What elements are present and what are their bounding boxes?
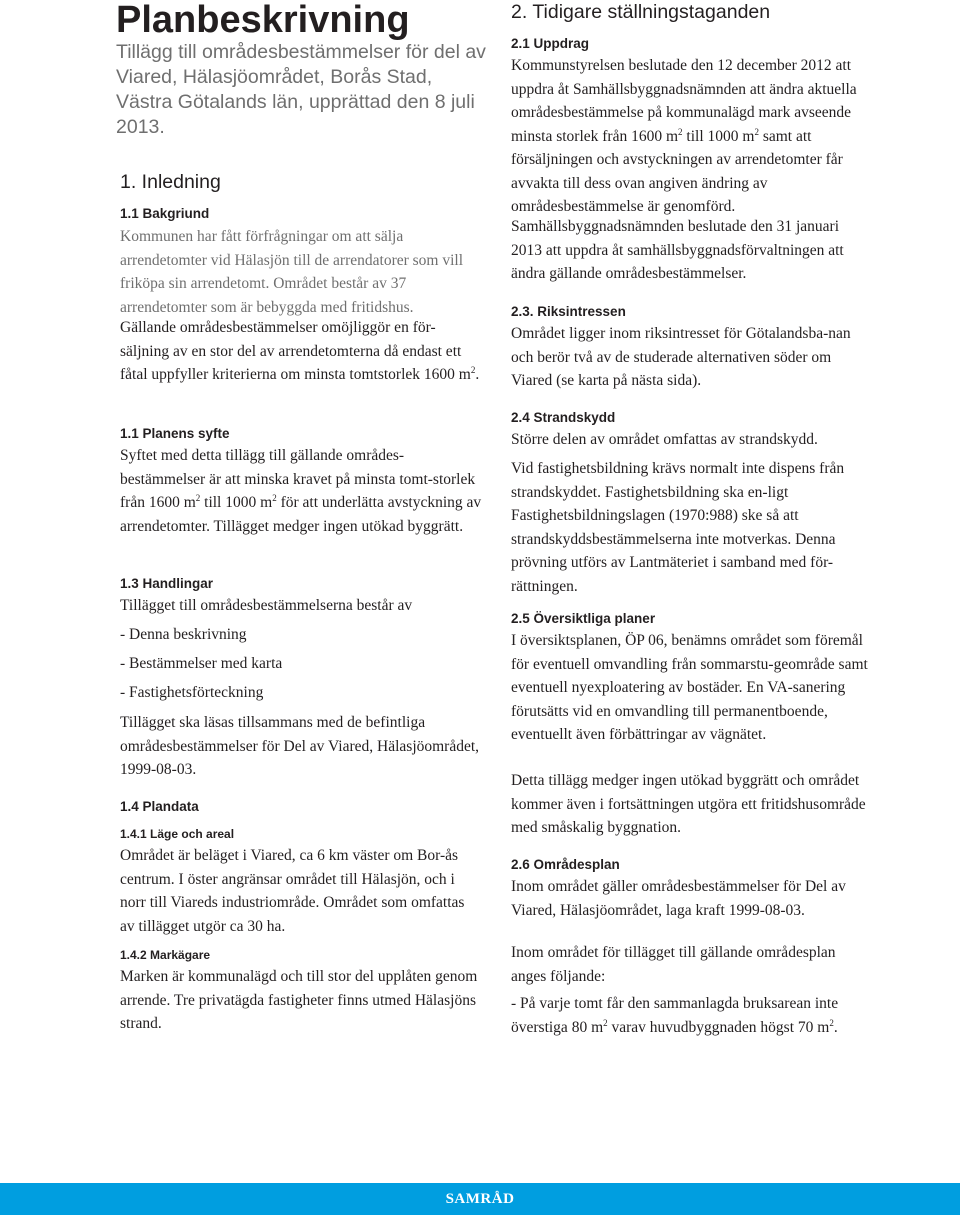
handlingar-item: - Denna beskrivning — [120, 626, 247, 643]
oversiktliga-planer-text-2: Detta tillägg medger ingen utökad byggrätt och området kommer även i fortsättningen utgöra ett fritidshusområde med småskalig byggnation. — [511, 772, 866, 836]
heading-markagare: 1.4.2 Markägare — [120, 948, 211, 962]
heading-riksintressen: 2.3. Riksintressen — [511, 304, 626, 319]
strandskydd-text-2: Vid fastighetsbildning krävs normalt inte dispens från strandskyddet. Fastighetsbildning ska en-ligt Fastighetsbildningslagen (1970:988) ske så att strandskyddsbestämmelserna inte motverkas. Denna prövning utförs av Lantmäteriet i samband med för-rättningen. — [511, 460, 845, 595]
page-subtitle: Tillägg till områdesbestämmelser för del av Viared, Hälasjöområdet, Borås Stad, Västra Götalands län, upprättad den 8 juli 2013. — [116, 41, 486, 138]
heading-bakgrund: 1.1 Bakgriund — [120, 206, 210, 221]
handlingar-item: - Fastighetsförteckning — [120, 684, 264, 701]
omradesplan-text-2: Inom området för tillägget till gällande områdesplan anges följande: — [511, 944, 836, 985]
riksintressen-text: Området ligger inom riksintresset för Götalandsba-nan och berör två av de studerade alternativen söder om Viared (se karta på nästa sida). — [511, 325, 851, 389]
heading-lage-och-areal: 1.4.1 Läge och areal — [120, 827, 235, 841]
syfte-text: Syftet med detta tillägg till gällande områdes-bestämmelser är att minska kravet på minsta tomt-storlek från 1600 $m^2$ till 1000 $m^2$ för att underlätta avstyckning av arrendetomter. Tillägget medger ingen utökad byggrätt. — [120, 447, 482, 535]
oversiktliga-planer-text: I översiktsplanen, ÖP 06, benämns området som föremål för eventuell omvandling från sommarstu-geområde samt eventuell nyexploatering av bostäder. En VA-sanering förutsätts vid en omvandling till permanentboende, eventuellt även förbättringar av vägnätet. — [511, 632, 868, 743]
heading-handlingar: 1.3 Handlingar — [120, 576, 214, 591]
strandskydd-text: Större delen av området omfattas av strandskydd. — [511, 431, 818, 448]
heading-oversiktliga-planer: 2.5 Översiktliga planer — [511, 611, 656, 626]
omradesplan-text: Inom området gäller områdesbestämmelser för Del av Viared, Hälasjöområdet, laga kraft 1999-08-03. — [511, 878, 846, 919]
heading-tidigare-stallningstaganden: 2. Tidigare ställningstaganden — [511, 1, 771, 23]
bakgrund-text-2: Gällande områdesbestämmelser omöjliggör en för-säljning av en stor del av arrendetomterna då endast ett fåtal uppfyller kriterierna om minsta tomtstorlek 1600 $m^2$. — [120, 319, 480, 383]
heading-omradesplan: 2.6 Områdesplan — [511, 857, 620, 872]
heading-inledning: 1. Inledning — [120, 171, 221, 193]
heading-uppdrag: 2.1 Uppdrag — [511, 36, 590, 51]
handlingar-item: - Bestämmelser med karta — [120, 655, 283, 672]
markagare-text: Marken är kommunalägd och till stor del upplåten genom arrende. Tre privatägda fastigheter finns utmed Hälasjöns strand. — [120, 968, 478, 1032]
handlingar-intro: Tillägget till områdesbestämmelserna består av — [120, 597, 413, 614]
lage-text: Området är beläget i Viared, ca 6 km väster om Bor-ås centrum. I öster angränsar området till Hälasjön, och i norr till Viareds industriområde. Området som omfattas av tillägget utgör ca 30 ha. — [120, 847, 465, 935]
handlingar-end: Tillägget ska läsas tillsammans med de befintliga områdesbestämmelser för Del av Viared, Hälasjöområdet, 1999-08-03. — [120, 714, 480, 778]
heading-plandata: 1.4 Plandata — [120, 799, 199, 814]
uppdrag-text-2: Samhällsbyggnadsnämnden beslutade den 31 januari 2013 att uppdra åt samhällsbyggnadsförvaltningen att ändra gällande områdesbestämmelser. — [511, 218, 844, 282]
footer-band — [0, 1183, 960, 1215]
footer-label: SAMRÅD — [445, 1191, 515, 1207]
heading-strandskydd: 2.4 Strandskydd — [511, 410, 616, 425]
heading-planens-syfte: 1.1 Planens syfte — [120, 426, 230, 441]
page-title: Planbeskrivning — [116, 0, 410, 41]
bakgrund-text: Kommunen har fått förfrågningar om att sälja arrendetomter vid Hälasjön till de arrendatorer som vill friköpa sin arrendetomt. Området består av 37 arrendetomter som är bebyggda med fritidshus. — [120, 228, 464, 316]
omradesplan-text-3: - På varje tomt får den sammanlagda bruksarean inte överstiga 80 $m^2$ varav huvudbyggnaden högst 70 $m^2$. — [511, 995, 839, 1036]
uppdrag-text: Kommunstyrelsen beslutade den 12 december 2012 att uppdra åt Samhällsbyggnadsnämnden att ändra aktuella områdesbestämmelse på kommunalägd mark avseende minsta storlek från 1600 $m^2$ till 1000 $m^2$ samt att försäljningen och avstyckningen av arrendetomter får avvakta till dess ovan angiven ändring av områdesbestämmelse är genomförd. — [511, 57, 857, 215]
